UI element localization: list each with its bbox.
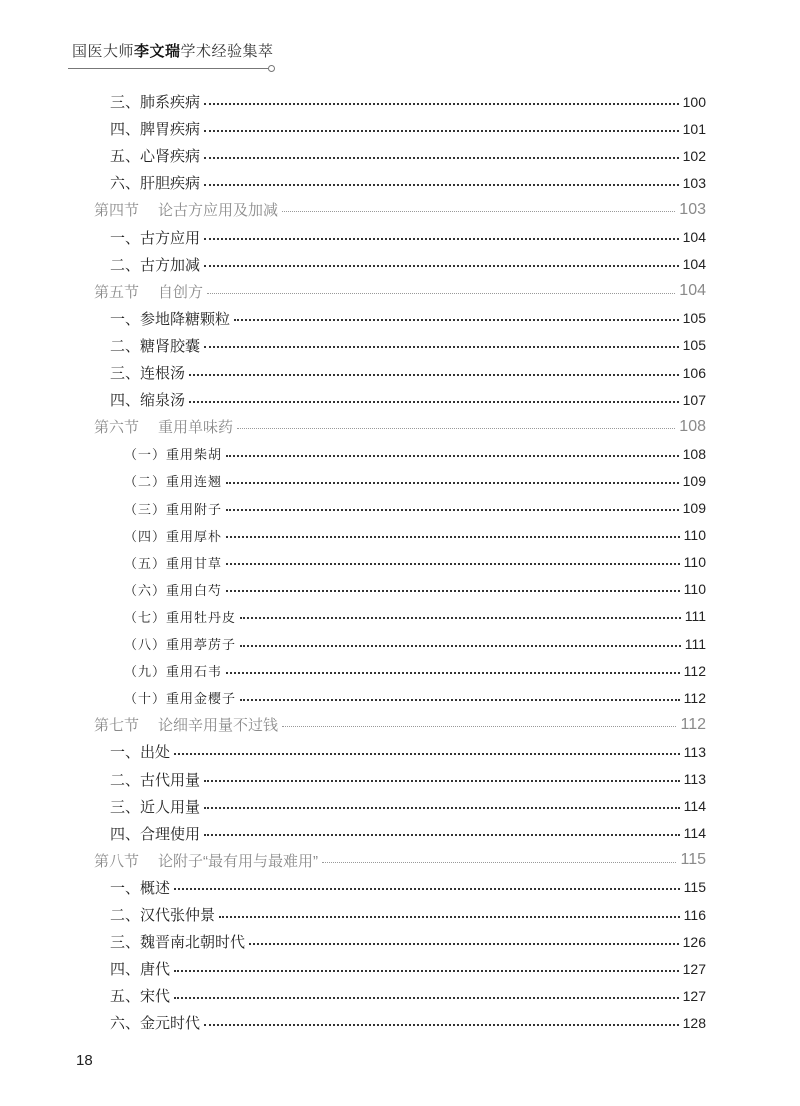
toc-entry-row	[0, 332, 800, 359]
toc-leader-dots	[282, 211, 675, 212]
toc-entry-title: （八）重用葶苈子	[124, 638, 237, 653]
toc-page-number: 109	[682, 500, 706, 516]
toc-entry-row	[0, 142, 800, 169]
toc-entry-title: 三、肺系疾病	[110, 93, 201, 111]
toc-entry-title: 二、汉代张仲景	[110, 906, 216, 924]
toc-page-number: 107	[682, 391, 706, 408]
toc-page-number: 104	[682, 256, 706, 273]
toc-leader-dots	[249, 943, 679, 945]
toc-leader-dots	[240, 699, 680, 701]
toc-leader-dots	[234, 319, 679, 321]
toc-entry-row	[0, 684, 800, 711]
toc-entry-title: 一、古方应用	[110, 228, 201, 247]
toc-entry-row	[0, 251, 800, 278]
toc-leader-dots	[226, 536, 680, 538]
toc-entry-title: （一）重用柴胡	[124, 448, 223, 464]
toc-entry-row	[0, 928, 800, 955]
book-title	[72, 40, 274, 61]
toc-page-number: 109	[682, 472, 706, 489]
toc-entry-row	[0, 467, 800, 494]
toc-entry-row	[0, 495, 800, 522]
book-title-suffix: 学术经验集萃	[180, 42, 274, 60]
toc-leader-dots	[282, 726, 676, 727]
toc-entry-row	[0, 657, 800, 684]
toc-entry-row	[0, 440, 800, 467]
toc-page-number: 100	[682, 93, 706, 110]
toc-leader-dots	[226, 590, 680, 592]
toc-section-title: 论细辛用量不过钱	[158, 717, 279, 735]
toc-entry-title: 四、合理使用	[110, 824, 201, 843]
toc-section-number: 第八节	[94, 852, 140, 870]
toc-leader-dots	[174, 970, 679, 972]
toc-leader-dots	[226, 672, 680, 674]
toc-entry-title: （九）重用石韦	[124, 665, 223, 681]
toc-leader-dots	[174, 888, 680, 890]
toc-entry-title: 四、唐代	[110, 960, 171, 979]
toc-leader-dots	[237, 428, 675, 429]
toc-entry-row	[0, 1009, 800, 1036]
toc-entry-row	[0, 576, 800, 603]
toc-page-number: 108	[682, 445, 706, 462]
toc-entry-title	[94, 850, 318, 871]
toc-leader-dots	[226, 563, 680, 565]
toc-page-number: 127	[682, 960, 706, 977]
toc-entry-row	[0, 522, 800, 549]
toc-section-number: 第五节	[94, 283, 140, 301]
toc-page-number: 128	[682, 1014, 706, 1031]
toc-page-number: 112	[683, 662, 706, 679]
page-number: 18	[76, 1052, 93, 1069]
toc-entry-row	[0, 115, 800, 142]
toc-entry-row	[0, 874, 800, 901]
toc-entry-title: 二、古代用量	[110, 770, 201, 789]
toc-section-title: 重用单味药	[158, 419, 234, 437]
toc-leader-dots	[240, 617, 681, 619]
toc-leader-dots	[207, 293, 675, 294]
toc-page-number: 110	[683, 554, 706, 571]
toc-page-number: 105	[682, 337, 706, 354]
toc-entry-title	[94, 199, 278, 220]
toc-entry-title: （四）重用厚朴	[124, 529, 223, 545]
header-rule-ornament	[268, 65, 275, 72]
toc-section-number: 第七节	[94, 717, 140, 735]
toc-entry-row	[0, 386, 800, 413]
toc-entry-row	[0, 982, 800, 1009]
toc-leader-dots	[204, 184, 679, 186]
toc-leader-dots	[240, 645, 681, 647]
toc-entry-title: 三、连根汤	[110, 364, 186, 382]
toc-leader-dots	[226, 455, 679, 457]
toc-section-title: 论古方应用及加减	[158, 202, 279, 220]
toc-entry-title: 二、古方加减	[110, 255, 201, 274]
toc-leader-dots	[322, 862, 676, 863]
toc-page-number: 101	[682, 120, 706, 137]
toc-entry-title	[94, 714, 278, 735]
toc-entry-row	[0, 169, 800, 196]
toc-entry-row	[0, 224, 800, 251]
toc-entry-title: 二、糖肾胶囊	[110, 336, 201, 355]
toc-entry-row	[0, 630, 800, 657]
toc-entry-row	[0, 88, 800, 115]
toc-entry-title: 四、缩泉汤	[110, 391, 186, 410]
toc-page-number: 115	[683, 879, 706, 896]
toc-entry-title	[94, 416, 233, 437]
toc-entry-title: （五）重用甘草	[124, 556, 223, 572]
toc-entry-title: 五、宋代	[110, 987, 171, 1006]
toc-leader-dots	[219, 916, 680, 918]
toc-section-row	[0, 278, 800, 305]
toc-section-number: 第六节	[94, 419, 140, 437]
toc-leader-dots	[174, 997, 679, 999]
toc-leader-dots	[204, 238, 679, 240]
toc-leader-dots	[189, 374, 679, 376]
toc-entry-row	[0, 549, 800, 576]
toc-entry-row	[0, 738, 800, 765]
toc-entry-title: 三、魏晋南北朝时代	[110, 933, 246, 952]
toc-page-number: 113	[683, 743, 706, 760]
toc-entry-title: 一、概述	[110, 878, 171, 897]
toc-entry-title: 一、出处	[110, 743, 171, 762]
toc-page-number: 105	[682, 310, 706, 327]
toc-page-number: 102	[682, 147, 706, 164]
toc-section-row	[0, 847, 800, 874]
toc-entry-title: （二）重用连翘	[124, 475, 223, 491]
toc-section-number: 第四节	[94, 202, 140, 220]
toc-entry-row	[0, 305, 800, 332]
toc-entry-row	[0, 820, 800, 847]
toc-page-number: 111	[684, 635, 706, 652]
toc-entry-title: （十）重用金樱子	[124, 692, 237, 708]
toc-page-number: 108	[679, 417, 706, 435]
toc-page-number: 115	[680, 851, 706, 869]
toc-entry-row	[0, 603, 800, 630]
toc-entry-title: （七）重用牡丹皮	[124, 610, 237, 626]
toc-entry-title: 一、参地降糖颗粒	[110, 309, 231, 328]
toc-leader-dots	[174, 753, 680, 755]
toc-page-number: 103	[679, 200, 706, 218]
toc-page-number: 114	[683, 825, 706, 842]
toc-page-number: 112	[680, 715, 706, 733]
toc-page-number: 116	[683, 906, 706, 923]
toc-leader-dots	[226, 482, 679, 484]
toc-page-number: 103	[682, 174, 706, 191]
toc-entry-title: （三）重用附子	[124, 502, 223, 518]
toc-leader-dots	[204, 807, 680, 809]
book-title-author: 李文瑞	[134, 42, 181, 60]
toc-section-row	[0, 711, 800, 738]
toc-leader-dots	[226, 509, 679, 511]
toc-entry-title: 四、脾胃疾病	[110, 120, 201, 139]
toc-leader-dots	[204, 346, 679, 348]
toc-section-row	[0, 413, 800, 440]
toc-section-title: 论附子“最有用与最难用”	[158, 852, 318, 870]
toc-leader-dots	[204, 1024, 679, 1026]
header-rule	[68, 68, 268, 69]
toc-page-number: 111	[684, 608, 706, 625]
toc-entry-title: 三、近人用量	[110, 797, 201, 816]
toc-leader-dots	[204, 103, 679, 105]
toc-leader-dots	[189, 401, 679, 403]
toc-page-number: 127	[682, 987, 706, 1004]
toc-entry-row	[0, 359, 800, 386]
toc-leader-dots	[204, 265, 679, 267]
toc-leader-dots	[204, 834, 680, 836]
running-header	[72, 40, 284, 70]
toc-entry-title: 五、心肾疾病	[110, 147, 201, 166]
toc-entry-title: 六、金元时代	[110, 1014, 201, 1033]
toc-page-number: 112	[683, 689, 706, 706]
toc-leader-dots	[204, 130, 679, 132]
toc-page-number: 110	[683, 527, 706, 544]
toc-page-number: 104	[679, 282, 706, 300]
toc-leader-dots	[204, 157, 679, 159]
toc-entry-row	[0, 955, 800, 982]
toc-leader-dots	[204, 780, 680, 782]
toc-entry-row	[0, 793, 800, 820]
book-title-prefix: 国医大师	[72, 42, 135, 60]
toc-page-number: 126	[682, 933, 706, 950]
toc-entry-title	[94, 281, 203, 302]
toc-entry-title: 六、肝胆疾病	[110, 174, 201, 193]
toc-entry-title: （六）重用白芍	[124, 583, 223, 599]
toc-page-number: 104	[682, 229, 706, 245]
toc-page-number: 114	[683, 798, 706, 815]
toc-page-number: 110	[683, 581, 706, 598]
toc-entry-row	[0, 901, 800, 928]
toc-page-number: 106	[682, 364, 706, 381]
toc-section-title: 自创方	[158, 283, 204, 301]
toc-page-number: 113	[683, 771, 706, 787]
toc-entry-row	[0, 766, 800, 793]
toc-section-row	[0, 196, 800, 223]
